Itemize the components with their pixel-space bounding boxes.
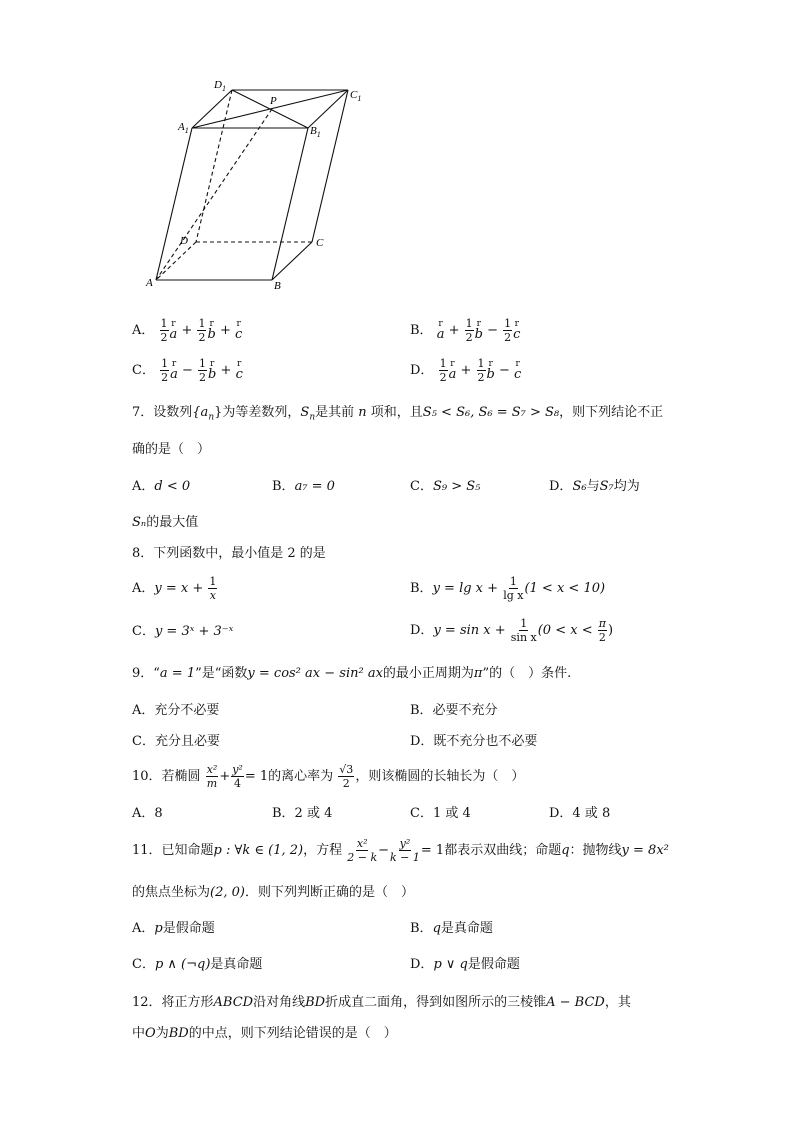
q8-stem: 8．下列函数中，最小值是 2 的是 <box>132 546 326 561</box>
label-D: D <box>180 235 188 247</box>
q8-option-b[interactable]: B．y = lg x + $\frac{1}{\text{lg x}}$ (1 < x < 10) <box>410 575 606 602</box>
label-P: P <box>270 95 277 107</box>
label-C1: $C_1$ <box>350 89 362 103</box>
q9-option-a[interactable]: A．充分不必要 <box>132 703 220 718</box>
q7-option-b[interactable]: B．a₇ = 0 <box>272 479 335 494</box>
q6-option-d[interactable]: D． $\frac{1}{2}$ r a + $\frac{1}{2}$ r b − r c <box>410 357 522 384</box>
q7-option-d[interactable]: D．S₆与S₇均为 <box>549 479 640 494</box>
q7-stem-line1: 7．设数列$\{a_n\}$为等差数列，$S_n$是其前 n 项和，且S₅ < S₆, S₆ = S₇ > S₈，则下列结论不正 <box>132 405 664 423</box>
q9-option-c[interactable]: C．充分且必要 <box>132 734 220 749</box>
q7-stem-line2: 确的是（ ） <box>132 442 211 457</box>
q11-stem-line1: 11．已知命题p : ∀k ∈ (1, 2)，方程 $\frac{\text{x²}}{2 - k}$ − $\frac{\text{y²}}{k - 1}$ = 1都表示双曲线；命题q：抛物线y = 8x² <box>132 837 669 864</box>
q9-option-b[interactable]: B．必要不充分 <box>410 703 498 718</box>
q8-option-a[interactable]: A．y = x + $\frac{1}{x}$ <box>132 575 217 602</box>
q7-option-c[interactable]: C．S₉ > S₅ <box>410 479 481 494</box>
q9-option-d[interactable]: D．既不充分也不必要 <box>410 734 538 749</box>
label-A1: $A_1$ <box>178 121 189 135</box>
q10-option-c[interactable]: C．1 或 4 <box>410 806 471 821</box>
q11-option-c[interactable]: C．p ∧ (¬q)是真命题 <box>132 957 263 972</box>
q12-stem-line1: 12．将正方形ABCD沿对角线BD折成直二面角，得到如图所示的三棱锥A − BCD，其 <box>132 995 631 1010</box>
q11-stem-line2: 的焦点坐标为(2, 0)．则下列判断正确的是（ ） <box>132 885 414 900</box>
q9-stem: 9．“a = 1”是“函数y = cos² ax − sin² ax的最小正周期为π”的（ ）条件. <box>132 666 572 681</box>
q6-option-c[interactable]: C． $\frac{1}{2}$ r a − $\frac{1}{2}$ r b + r c <box>132 357 243 384</box>
label-D1: $D_1$ <box>214 79 226 93</box>
q10-option-a[interactable]: A．8 <box>132 806 163 821</box>
parallelepiped-figure <box>140 76 380 296</box>
q10-option-d[interactable]: D．4 或 8 <box>549 806 611 821</box>
q7-option-d-cont: Sₙ的最大值 <box>132 515 199 530</box>
q12-stem-line2: 中O为BD的中点，则下列结论错误的是（ ） <box>132 1026 397 1041</box>
q10-option-b[interactable]: B．2 或 4 <box>272 806 333 821</box>
q8-option-c[interactable]: C．y = 3ˣ + 3⁻ˣ <box>132 624 234 639</box>
label-B1: $B_1$ <box>310 125 321 139</box>
q6-option-a[interactable]: A． $\frac{1}{2}$ r a + $\frac{1}{2}$ r b + r c <box>132 317 243 344</box>
label-A: A <box>146 277 153 289</box>
q8-option-d[interactable]: D．y = sin x + $\frac{1}{\text{sin x}}$ (0 < x < $\frac{\pi}{2}$ ) <box>410 617 614 644</box>
q11-option-b[interactable]: B．q是真命题 <box>410 921 493 936</box>
q10-stem: 10．若椭圆 $\frac{\text{x²}}{m}$ + $\frac{\text{y²}}{4}$ = 1的离心率为 $\frac{√3}{2}$ ，则该椭圆的长轴长为（ ） <box>132 763 525 790</box>
q11-option-a[interactable]: A．p是假命题 <box>132 921 215 936</box>
label-C: C <box>316 237 324 249</box>
q7-option-a[interactable]: A．d < 0 <box>132 479 191 494</box>
label-B: B <box>274 280 281 292</box>
q6-option-b[interactable]: B． r a + $\frac{1}{2}$ r b − $\frac{1}{2}$ r c <box>410 317 521 344</box>
q11-option-d[interactable]: D．p ∨ q是假命题 <box>410 957 520 972</box>
